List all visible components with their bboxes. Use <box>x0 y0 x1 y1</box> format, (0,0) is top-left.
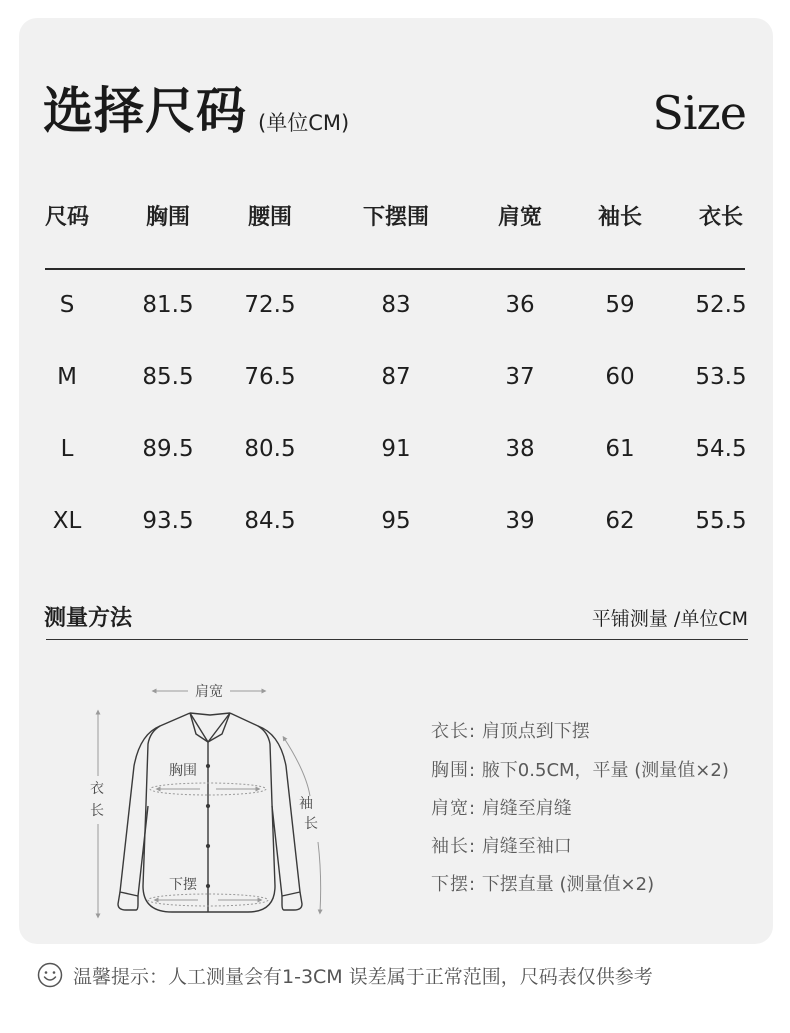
table-cell: 53.5 <box>695 364 747 390</box>
table-cell: 84.5 <box>244 508 296 534</box>
measure-item: 衣长: 肩顶点到下摆 <box>431 721 590 742</box>
smile-icon <box>37 962 63 988</box>
table-cell: 93.5 <box>142 508 194 534</box>
col-header-shoulder: 肩宽 <box>497 205 543 230</box>
table-cell: 95 <box>381 508 411 534</box>
page-title: 选择尺码 <box>43 82 247 140</box>
col-header-sleeve: 袖长 <box>597 205 643 230</box>
method-divider <box>46 639 748 640</box>
diagram-label-hem: 下摆 <box>169 877 197 893</box>
table-cell: 62 <box>605 508 635 534</box>
table-cell: 39 <box>505 508 535 534</box>
diagram-label-sleeve: 长 <box>304 816 318 832</box>
table-cell: 81.5 <box>142 292 194 318</box>
table-cell: 80.5 <box>244 436 296 462</box>
table-cell: 37 <box>505 364 535 390</box>
shirt-diagram <box>80 676 330 926</box>
footer-tip <box>37 958 653 992</box>
table-cell: 38 <box>505 436 535 462</box>
shirt-outline <box>118 713 302 912</box>
table-divider <box>45 268 745 270</box>
col-header-hem: 下摆围 <box>362 205 430 230</box>
size-logo: Size <box>652 86 746 140</box>
table-cell: 85.5 <box>142 364 194 390</box>
table-cell: 55.5 <box>695 508 747 534</box>
footer-text: 温馨提示：人工测量会有1-3CM 误差属于正常范围，尺码表仅供参考 <box>73 965 653 988</box>
unit-label: (单位CM) <box>258 111 350 135</box>
measure-item: 下摆: 下摆直量 (测量值×2) <box>431 874 655 895</box>
table-cell: XL <box>52 508 82 534</box>
measure-item: 胸围: 腋下0.5CM，平量 (测量值×2) <box>431 760 729 781</box>
col-header-length: 衣长 <box>698 205 744 230</box>
table-cell: S <box>59 292 75 318</box>
table-cell: 59 <box>605 292 635 318</box>
table-cell: 61 <box>605 436 635 462</box>
table-cell: 91 <box>381 436 411 462</box>
table-cell: 76.5 <box>244 364 296 390</box>
table-cell: 83 <box>381 292 411 318</box>
diagram-label-length: 长 <box>90 803 104 819</box>
method-title: 测量方法 <box>44 606 133 631</box>
table-cell: 87 <box>381 364 411 390</box>
col-header-waist: 腰围 <box>247 205 293 230</box>
measure-item: 肩宽: 肩缝至肩缝 <box>431 798 572 819</box>
col-header-size: 尺码 <box>44 205 90 230</box>
table-cell: 72.5 <box>244 292 296 318</box>
measure-item: 袖长: 肩缝至袖口 <box>431 836 572 857</box>
table-cell: 52.5 <box>695 292 747 318</box>
diagram-label-chest: 胸围 <box>169 763 197 779</box>
diagram-label-shoulder: 肩宽 <box>195 684 223 700</box>
table-cell: 54.5 <box>695 436 747 462</box>
diagram-label-length: 衣 <box>90 781 104 797</box>
diagram-label-sleeve: 袖 <box>299 796 313 812</box>
table-cell: 60 <box>605 364 635 390</box>
table-cell: 36 <box>505 292 535 318</box>
col-header-chest: 胸围 <box>145 205 191 230</box>
method-note: 平铺测量 /单位CM <box>591 608 748 630</box>
table-cell: M <box>57 364 77 390</box>
table-cell: 89.5 <box>142 436 194 462</box>
table-cell: L <box>60 436 74 462</box>
